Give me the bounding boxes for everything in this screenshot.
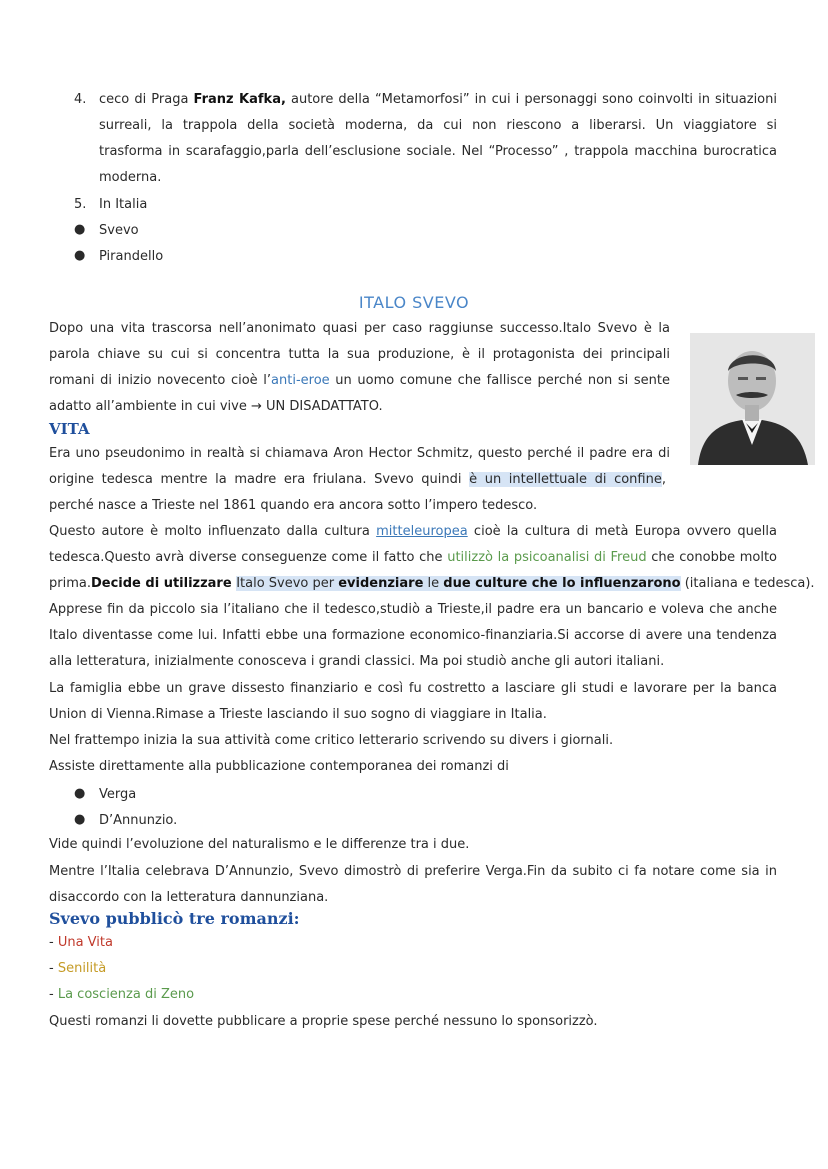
bullet-pirandello: Pirandello	[99, 249, 164, 264]
vita-line-11: Union di Vienna.Rimase a Trieste lasciando il suo sogno di viaggiare in Italia.	[49, 707, 547, 722]
list-item-4-line-4: moderna.	[99, 170, 162, 185]
vita-line-4: Questo autore è molto influenzato dalla cultura mitteleuropea cioè la cultura di metà Europa ovvero quella	[49, 524, 777, 539]
list-item-4-line-3: trasforma in scarafaggio,parla dell’esclusione sociale. Nel “Processo” , trappola macchina burocratica	[99, 144, 777, 159]
bullet-icon: ●	[74, 248, 86, 263]
intro-line-1: Dopo una vita trascorsa nell’anonimato quasi per caso raggiunse successo.Italo Svevo è la	[49, 321, 670, 336]
vita-heading: VITA	[49, 420, 90, 438]
list-number-5: 5.	[74, 197, 87, 212]
bullet-icon: ●	[74, 812, 86, 827]
romanzo-coscienza-di-zeno: - La coscienza di Zeno	[49, 987, 195, 1002]
romanzi-heading: Svevo pubblicò tre romanzi:	[49, 909, 300, 928]
intro-line-4: adatto all’ambiente in cui vive → UN DISADATTATO.	[49, 399, 383, 414]
vita-line-1: Era uno pseudonimo in realtà si chiamava Aron Hector Schmitz, questo perché il padre era di	[49, 446, 670, 461]
vita-line-7: Apprese fin da piccolo sia l’italiano che il tedesco,studiò a Trieste,il padre era un bancario e voleva che anche	[49, 602, 777, 617]
after-line-2: Mentre l’Italia celebrava D’Annunzio, Svevo dimostrò di preferire Verga.Fin da subito ci fa notare come sia in	[49, 864, 777, 879]
kafka-name: Franz Kafka,	[193, 92, 286, 107]
page-title: ITALO SVEVO	[358, 293, 470, 312]
list-item-5-text: In Italia	[99, 197, 148, 212]
closing-line: Questi romanzi li dovette pubblicare a proprie spese perché nessuno lo sponsorizzò.	[49, 1014, 598, 1029]
italo-svevo-portrait	[690, 333, 815, 465]
bullet-dannunzio: D’Annunzio.	[99, 813, 178, 828]
vita-line-5: tedesca.Questo avrà diverse conseguenze come il fatto che utilizzò la psicoanalisi di Freud che conobbe molto	[49, 550, 778, 565]
anti-eroe-text: anti-eroe	[271, 373, 330, 388]
vita-line-8: Italo diventasse come lui. Infatti ebbe una formazione economico-finanziaria.Si accorse di avere una tendenza	[49, 628, 777, 643]
highlight-confine: è un intellettuale di confine	[469, 472, 662, 487]
vita-line-3: perché nasce a Trieste nel 1861 quando era ancora sotto l’impero tedesco.	[49, 498, 538, 513]
after-line-1: Vide quindi l’evoluzione del naturalismo e le differenze tra i due.	[49, 837, 470, 852]
list-item-4-line-1: ceco di Praga Franz Kafka, autore della “Metamorfosi” in cui i personaggi sono coinvolti in situazioni	[99, 92, 777, 107]
vita-line-2: origine tedesca mentre la madre era friulana. Svevo quindi è un intellettuale di confine,	[49, 472, 666, 487]
vita-line-12: Nel frattempo inizia la sua attività come critico letterario scrivendo su divers i giornali.	[49, 733, 614, 748]
list-number-4: 4.	[74, 92, 87, 107]
vita-line-6: prima.Decide di utilizzare Italo Svevo per evidenziare le due culture che lo influenzarono (italiana e tedesca).	[49, 576, 815, 591]
bullet-svevo: Svevo	[99, 223, 139, 238]
list-item-4-text	[99, 87, 777, 191]
mitteleuropea-link: mitteleuropea	[376, 524, 468, 539]
bullet-icon: ●	[74, 786, 86, 801]
freud-text: utilizzò la psicoanalisi di Freud	[447, 550, 647, 565]
romanzo-una-vita: - Una Vita	[49, 935, 113, 950]
highlight-svevo: Italo Svevo per evidenziare le due culture che lo influenzarono	[236, 576, 681, 591]
romanzo-senilita: - Senilità	[49, 961, 107, 976]
bullet-verga: Verga	[99, 787, 137, 802]
vita-line-10: La famiglia ebbe un grave dissesto finanziario e così fu costretto a lasciare gli studi e lavorare per la banca	[49, 681, 777, 696]
vita-line-13: Assiste direttamente alla pubblicazione contemporanea dei romanzi di	[49, 759, 509, 774]
bullet-icon: ●	[74, 222, 86, 237]
intro-line-3: romani di inizio novecento cioè l’anti-eroe un uomo comune che fallisce perché non si sente	[49, 373, 670, 388]
vita-line-9: alla letteratura, inizialmente conosceva i grandi classici. Ma poi studiò anche gli autori italiani.	[49, 654, 665, 669]
after-line-3: disaccordo con la letteratura dannunziana.	[49, 890, 329, 905]
intro-line-2: parola chiave su cui si concentra tutta la sua produzione, è il protagonista dei principali	[49, 347, 670, 362]
list-item-4-line-2: surreali, la trappola della società moderna, da cui non riescono a liberarsi. Un viaggiatore si	[99, 118, 777, 133]
